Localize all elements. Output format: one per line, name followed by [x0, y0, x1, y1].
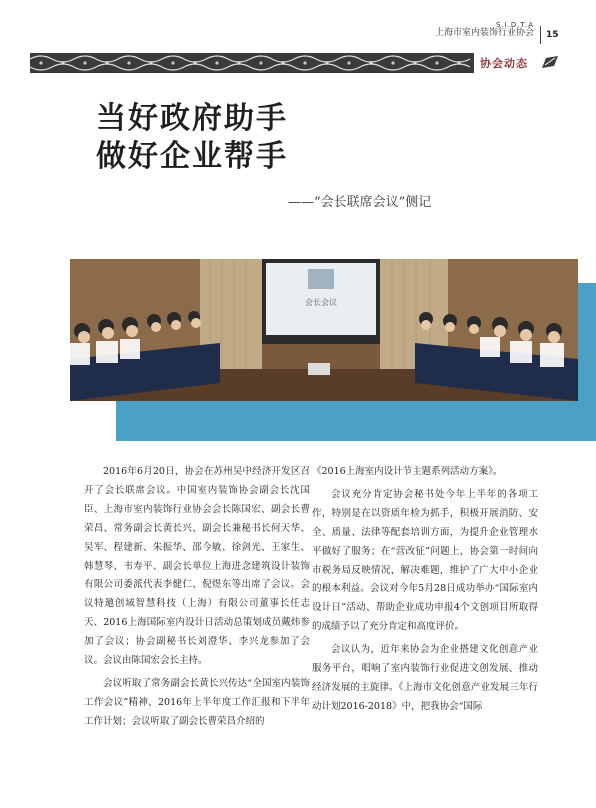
body-column-left	[84, 463, 310, 732]
section-label: 协会动态	[480, 57, 528, 70]
header-divider	[540, 26, 541, 44]
projector-screen-text: 会长会议	[305, 298, 337, 307]
meeting-photo-illustration	[70, 259, 578, 401]
page-number: 15	[546, 30, 559, 40]
decorative-band	[30, 51, 474, 75]
paragraph: 会议认为，近年来协会为企业搭建文化创意产业服务平台，唱响了室内装饰行业促进文创发展、推动经济发展的主旋律。《上海市文化创意产业发展三年行动计划2016-2018》中，把我协会“国际	[312, 644, 538, 712]
org-abbreviation: S.I.D.T.A	[495, 21, 534, 29]
meeting-photo	[70, 259, 578, 401]
title-line-1: 当好政府助手	[96, 101, 288, 136]
paragraph: 会议充分肯定协会秘书处今年上半年的各项工作，特别是在以资质年检为抓手，积极开展消防、安全、质量、法律等配套培训方面，为提升企业管理水平做好了服务；在“营改征”问题上，协会第一时间向市税务局反映情况，解决难题，维护了广大中小企业的根本利益。会议对今年5月28日成功举办“国际室内设计日”活动、帮助企业成功申报4个文创项目所取得的成绩予以了充分肯定和高度评价。	[312, 488, 538, 633]
band-pattern	[30, 51, 474, 75]
article-subtitle: ——“会长联席会议”侧记	[288, 195, 432, 210]
pen-icon	[540, 54, 560, 70]
paragraph: 2016年6月20日，协会在苏州吴中经济开发区召开了会长联席会议。中国室内装饰协会副会长沈国臣、上海市室内装饰行业协会会长陈国宏、副会长曹荣昌、常务副会长黄长兴、副会长兼秘书长何天华、吴军、程建新、朱振华、邵今敏、徐剑光、王家生、韩慧琴、韦寿平、副会长单位上海进念建筑设计装饰有限公司委派代表李健仁、倪煜东等出席了会议。会议特邀创域智慧科技（上海）有限公司董事长任志天、2016上海国际室内设计日活动总策划成员戴炜参加了会议；协会副秘书长刘澄华、李兴龙参加了会议。会议由陈国宏会长主持。	[84, 466, 310, 667]
paragraph: 《2016上海室内设计节主题系列活动方案》。	[312, 466, 503, 477]
paragraph: 会议听取了常务副会长黄长兴传达“全国室内装饰工作会议”精神、2016年上半年度工作汇报和下半年工作计划；会议听取了副会长曹荣昌介绍的	[84, 677, 310, 727]
article-title	[96, 100, 288, 176]
org-name: 上海市室内装饰行业协会	[434, 28, 534, 39]
running-header	[435, 22, 534, 39]
body-column-right	[312, 463, 538, 717]
title-line-2: 做好企业帮手	[96, 139, 288, 174]
